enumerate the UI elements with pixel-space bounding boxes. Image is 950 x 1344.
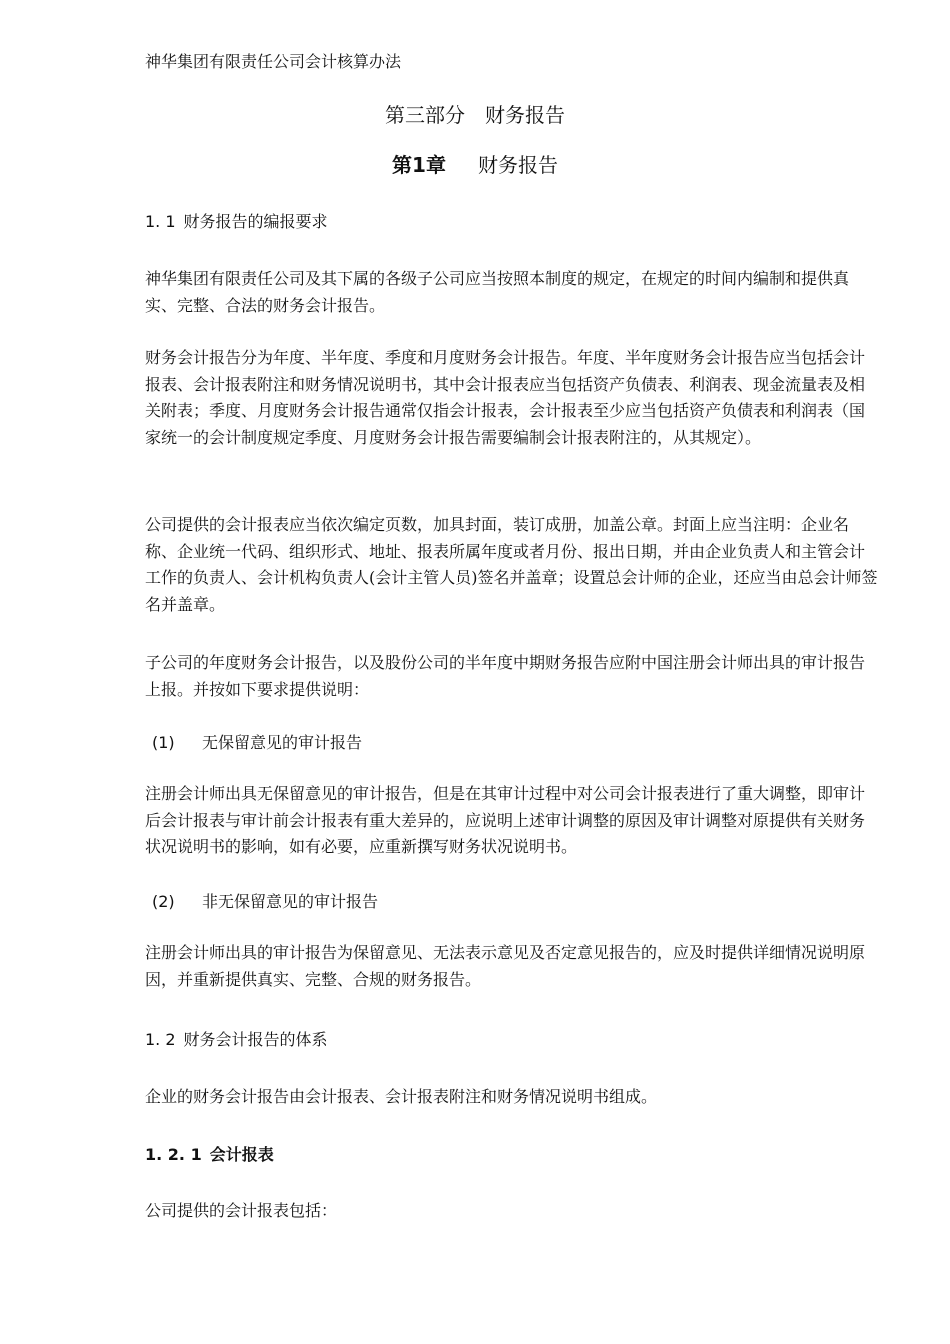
section-number: 1. 1 <box>145 212 176 231</box>
list-item-number: (2) <box>152 892 175 911</box>
document-header: 神华集团有限责任公司会计核算办法 <box>145 52 402 71</box>
paragraph: 注册会计师出具的审计报告为保留意见、无法表示意见及否定意见报告的，应及时提供详细情况说明原因，并重新提供真实、完整、合规的财务报告。 <box>145 943 866 989</box>
section-number: 1. 2 <box>145 1030 176 1049</box>
list-item-label: 无保留意见的审计报告 <box>202 733 363 752</box>
section-title: 财务会计报告的体系 <box>183 1030 328 1049</box>
list-item-number: (1) <box>152 733 175 752</box>
list-item-1 <box>152 731 362 755</box>
paragraph: 企业的财务会计报告由会计报表、会计报表附注和财务情况说明书组成。 <box>145 1087 658 1106</box>
paragraph: 财务会计报告分为年度、半年度、季度和月度财务会计报告。年度、半年度财务会计报告应当包括会计报表、会计报表附注和财务情况说明书，其中会计报表应当包括资产负债表、利润表、现金流量表及相关附表；季度、月度财务会计报告通常仅指会计报表，会计报表至少应当包括资产负债表和利润表（国家统一的会计制度规定季度、月度财务会计报告需要编制会计报表附注的，从其规定）。 <box>145 348 866 447</box>
chapter-title <box>0 150 950 180</box>
list-item-2 <box>152 890 378 914</box>
paragraph: 公司提供的会计报表应当依次编定页数，加具封面，装订成册，加盖公章。封面上应当注明：企业名称、企业统一代码、组织形式、地址、报表所属年度或者月份、报出日期，并由企业负责人和主管会计工作的负责人、会计机构负责人(会计主管人员)签名并盖章；设置总会计师的企业，还应当由总会计师签名并盖章。 <box>145 515 878 614</box>
paragraph: 公司提供的会计报表包括： <box>145 1201 338 1220</box>
section-heading-1-2-1 <box>145 1143 274 1167</box>
section-heading-1-1 <box>145 210 328 234</box>
chapter-number: 第1章 <box>392 153 446 177</box>
section-number: 1. 2. 1 <box>145 1145 202 1164</box>
section-title: 财务报告的编报要求 <box>183 212 328 231</box>
section-title: 会计报表 <box>209 1145 274 1164</box>
part-title: 第三部分 财务报告 <box>385 103 565 127</box>
list-item-label: 非无保留意见的审计报告 <box>202 892 379 911</box>
section-heading-1-2 <box>145 1028 328 1052</box>
paragraph: 神华集团有限责任公司及其下属的各级子公司应当按照本制度的规定，在规定的时间内编制和提供真实、完整、合法的财务会计报告。 <box>145 269 850 315</box>
paragraph: 注册会计师出具无保留意见的审计报告，但是在其审计过程中对公司会计报表进行了重大调整，即审计后会计报表与审计前会计报表有重大差异的，应说明上述审计调整的原因及审计调整对原提供有关财务状况说明书的影响，如有必要，应重新撰写财务状况说明书。 <box>145 784 866 856</box>
paragraph: 子公司的年度财务会计报告，以及股份公司的半年度中期财务报告应附中国注册会计师出具的审计报告上报。并按如下要求提供说明： <box>145 653 866 699</box>
chapter-name: 财务报告 <box>477 153 558 177</box>
